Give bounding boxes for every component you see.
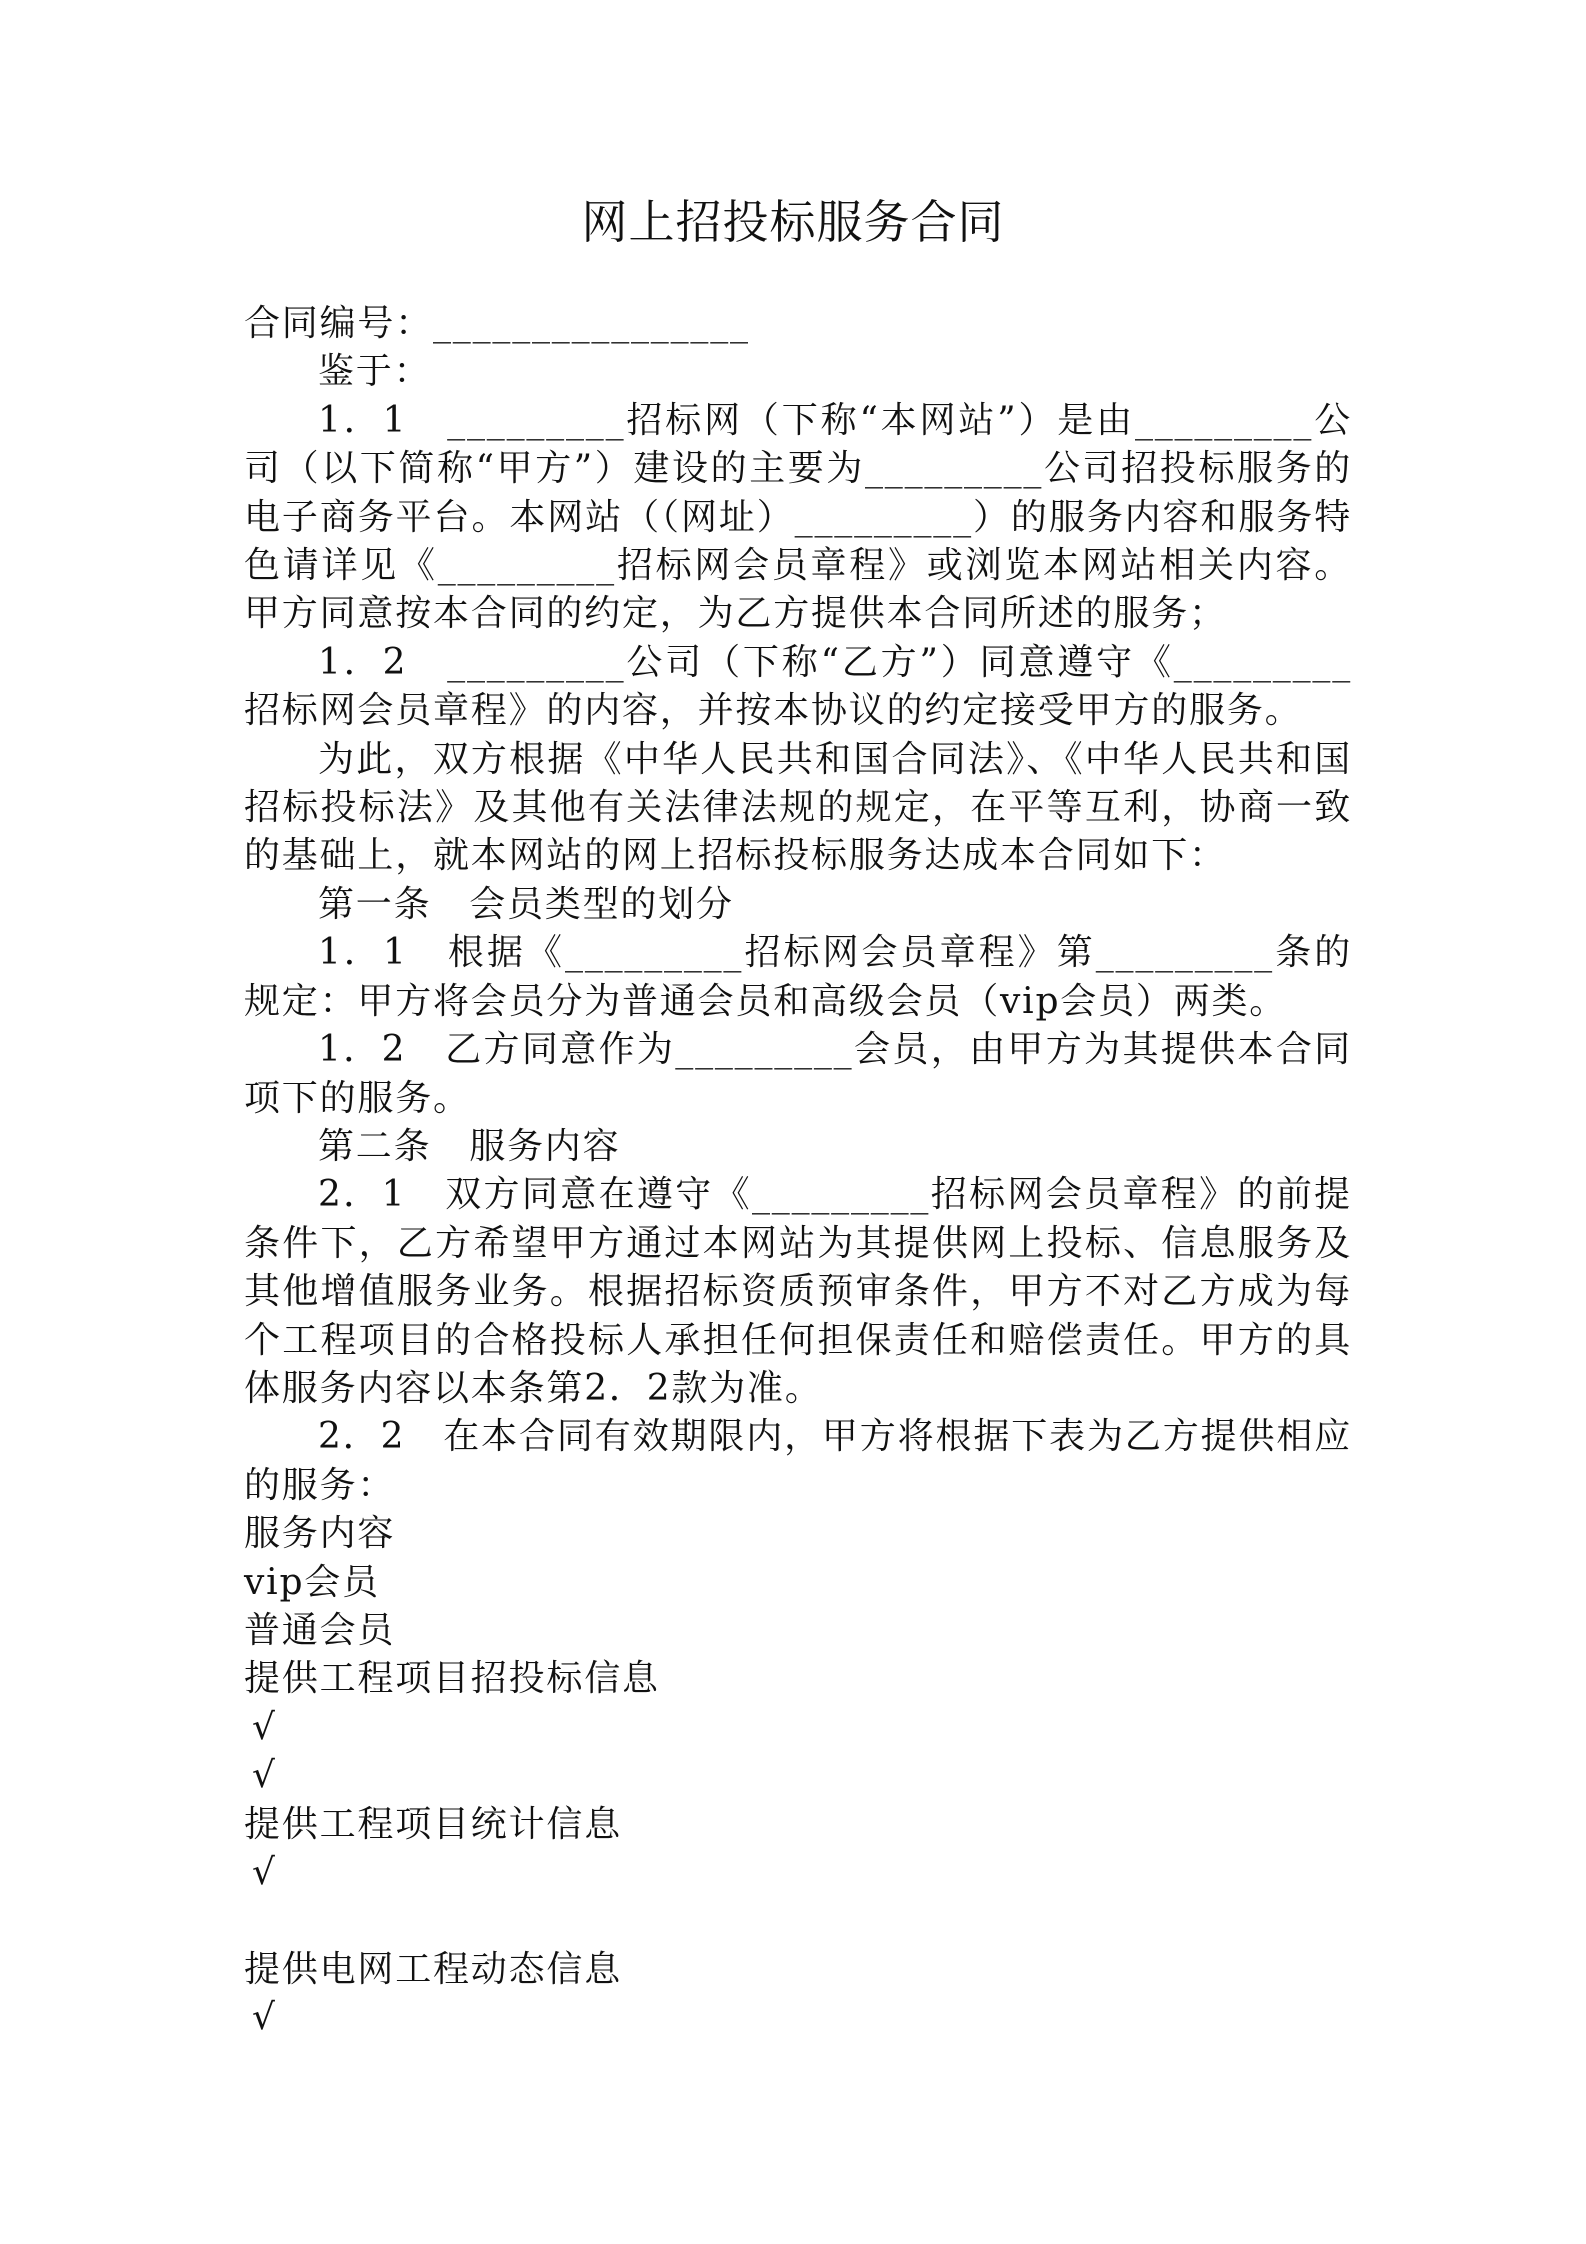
table-row-vip-check: √ [252, 1706, 277, 1748]
article-1-clause-1: 1．1 根据《_________招标网会员章程》第_________条的规定：甲方将会员分为普通会员和高级会员（vip会员）两类。 [244, 932, 1352, 1022]
article-2-clause-2: 2．2 在本合同有效期限内，甲方将根据下表为乙方提供相应的服务： [244, 1416, 1352, 1506]
table-row-vip-check: √ [252, 1852, 277, 1893]
table-header-normal: 普通会员 [244, 1609, 396, 1651]
article-2-clause-1: 2．1 双方同意在遵守《_________招标网会员章程》的前提条件下，乙方希望甲方通过本网站为其提供网上投标、信息服务及其他增值服务业务。根据招标资质预审条件，甲方不对乙方成为每个工程项目的合格投标人承担任何担保责任和赔偿责任。甲方的具体服务内容以本条第2．2款为准。 [244, 1174, 1352, 1409]
contract-body [244, 300, 1352, 2043]
table-row-service: 提供工程项目统计信息 [244, 1803, 623, 1845]
table-row-service: 提供工程项目招投标信息 [244, 1658, 660, 1700]
whereas-heading: 鉴于： [318, 351, 432, 393]
clause-1-2-intro: 1．2 _________公司（下称“乙方”）同意遵守《_________招标网会员章程》的内容，并按本协议的约定接受甲方的服务。 [244, 641, 1352, 732]
contract-number-line: 合同编号：________________ [244, 303, 750, 344]
table-header-service: 服务内容 [244, 1513, 396, 1555]
article-1-clause-2: 1．2 乙方同意作为_________会员，由甲方为其提供本合同项下的服务。 [244, 1029, 1352, 1119]
article-2-title: 第二条 服务内容 [318, 1125, 621, 1167]
table-row-normal-check: √ [252, 1755, 277, 1797]
table-row-normal-check [244, 1897, 1352, 1945]
article-1-title: 第一条 会员类型的划分 [318, 883, 734, 925]
contract-title: 网上招投标服务合同 [581, 195, 1005, 249]
table-header-vip: vip会员 [244, 1561, 380, 1603]
clause-1-1-intro: 1．1 _________招标网（下称“本网站”）是由_________公司（以下简称“甲方”）建设的主要为_________公司招投标服务的电子商务平台。本网站（（网址）_________）的服务内容和服务特色请详见《_________招标网会员章程》或浏览本网站相关内容。甲方同意按本合同的约定，为乙方提供本合同所述的服务； [244, 399, 1352, 635]
legal-basis-paragraph: 为此，双方根据《中华人民共和国合同法》、《中华人民共和国招标投标法》及其他有关法律法规的规定，在平等互利，协商一致的基础上，就本网站的网上招标投标服务达成本合同如下： [244, 738, 1352, 877]
table-row-service: 提供电网工程动态信息 [244, 1948, 623, 1990]
table-row-vip-check: √ [252, 1997, 277, 2039]
